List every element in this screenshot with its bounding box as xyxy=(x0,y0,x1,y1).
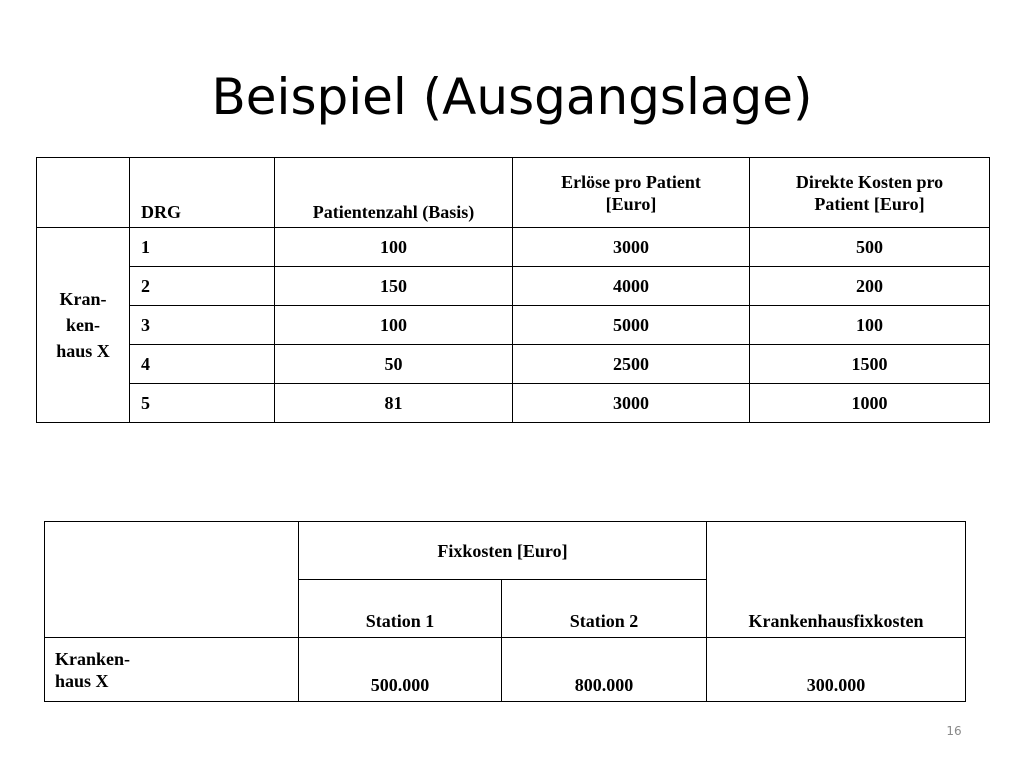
header-revenue-line1: Erlöse pro Patient xyxy=(561,171,701,192)
header-station-1: Station 1 xyxy=(299,580,502,638)
cell-costs: 1500 xyxy=(750,345,990,384)
cell-revenue: 4000 xyxy=(513,267,750,306)
cell-costs: 1000 xyxy=(750,384,990,423)
cell-costs: 200 xyxy=(750,267,990,306)
fixed-costs-table xyxy=(44,521,966,702)
hospital-label-line3: haus X xyxy=(56,341,110,361)
cell-patients: 100 xyxy=(275,228,513,267)
cell-station-2: 800.000 xyxy=(502,638,707,702)
cell-drg: 3 xyxy=(130,306,275,345)
cell-station-1: 500.000 xyxy=(299,638,502,702)
cell-patients: 150 xyxy=(275,267,513,306)
page-number: 16 xyxy=(946,724,962,738)
empty-corner-cell xyxy=(45,522,299,638)
cell-revenue: 2500 xyxy=(513,345,750,384)
cell-hospital-fixed: 300.000 xyxy=(707,638,966,702)
hospital-label-cell xyxy=(45,638,299,702)
table-row xyxy=(45,638,966,702)
hospital-label-line1: Kran- xyxy=(59,289,107,309)
cell-patients: 100 xyxy=(275,306,513,345)
header-station-2: Station 2 xyxy=(502,580,707,638)
cell-drg: 1 xyxy=(130,228,275,267)
table-row xyxy=(37,267,990,306)
header-hospital-fixed-costs: Krankenhausfixkosten xyxy=(707,522,966,638)
cell-revenue: 3000 xyxy=(513,384,750,423)
header-costs-line2: Patient [Euro] xyxy=(814,193,925,214)
table-row xyxy=(37,306,990,345)
row-label-line2: haus X xyxy=(55,670,109,691)
cell-costs: 100 xyxy=(750,306,990,345)
drg-cost-table xyxy=(36,157,990,423)
cell-revenue: 5000 xyxy=(513,306,750,345)
hospital-label-cell xyxy=(37,228,130,423)
header-revenue-per-patient xyxy=(513,158,750,228)
header-patient-count: Patientenzahl (Basis) xyxy=(275,158,513,228)
table-row xyxy=(37,345,990,384)
table-header-row xyxy=(45,522,966,580)
header-fixed-costs: Fixkosten [Euro] xyxy=(299,522,707,580)
cell-patients: 50 xyxy=(275,345,513,384)
cell-patients: 81 xyxy=(275,384,513,423)
cell-costs: 500 xyxy=(750,228,990,267)
cell-drg: 2 xyxy=(130,267,275,306)
slide-title: Beispiel (Ausgangslage) xyxy=(211,68,813,126)
hospital-label-line2: ken- xyxy=(65,315,100,335)
cell-revenue: 3000 xyxy=(513,228,750,267)
table-row xyxy=(37,384,990,423)
header-drg: DRG xyxy=(130,158,275,228)
table-row xyxy=(37,228,990,267)
header-costs-line1: Direkte Kosten pro xyxy=(795,171,944,192)
table-header-row xyxy=(37,158,990,228)
header-revenue-line2: [Euro] xyxy=(605,193,657,214)
cell-drg: 4 xyxy=(130,345,275,384)
empty-corner-cell xyxy=(37,158,130,228)
header-direct-costs xyxy=(750,158,990,228)
cell-drg: 5 xyxy=(130,384,275,423)
row-label-line1: Kranken- xyxy=(55,648,131,669)
